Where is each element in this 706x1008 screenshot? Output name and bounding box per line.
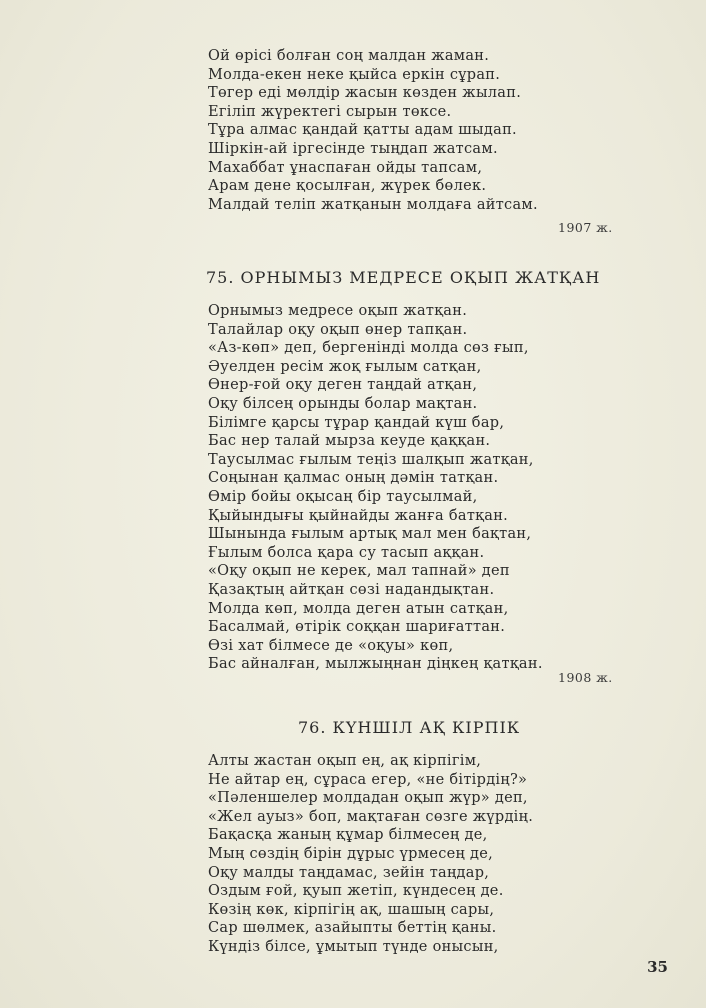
- poem-line: Білімге қарсы тұрар қандай күш бар,: [208, 414, 505, 431]
- poem-date: 1908 ж.: [558, 670, 613, 685]
- poem-line: Көзің көк, кірпігің ақ, шашың сары,: [208, 901, 495, 918]
- poem-line: Бас айналған, мылжыңнан діңкең қатқан.: [208, 656, 543, 673]
- poem-line: Ой өрісі болған соң малдан жаман.: [208, 48, 490, 64]
- poem-76: [208, 752, 628, 957]
- page-number: 35: [647, 958, 668, 976]
- poem-line: «Оқу оқып не керек, мал тапнай» деп: [208, 563, 510, 580]
- poem-line: Қазақтың айтқан сөзі надандықтан.: [208, 581, 495, 598]
- poem-line: Егіліп жүректегі сырын төксе.: [208, 103, 452, 120]
- poem-title: 75. ОРНЫМЫЗ МЕДРЕСЕ ОҚЫП ЖАТҚАН: [206, 268, 601, 287]
- poem-line: «Аз-көп» деп, бергенінді молда сөз ғып,: [208, 340, 529, 357]
- poem-line: Махаббат ұнаспаған ойды тапсам,: [208, 159, 483, 176]
- poem-line: Күндіз білсе, ұмытып түнде оныcын,: [208, 938, 499, 955]
- poem-line: Алты жастан оқып ең, ақ кірпігім,: [208, 753, 482, 769]
- poem-line: Ғылым болса қара су тасып аққан.: [208, 544, 485, 561]
- poem-line: Не айтар ең, сұраса егер, «не бітірдің?»: [208, 771, 528, 788]
- poem-line: Басалмай, өтірік соққан шариғаттан.: [208, 619, 506, 636]
- poem-line: Таусылмас ғылым теңіз шалқып жатқан,: [208, 451, 534, 468]
- poem-line: Арам дене қосылған, жүрек бөлек.: [208, 178, 487, 195]
- poem-line: Соңынан қалмас оның дәмін татқан.: [208, 470, 499, 487]
- poem-line: Өмір бойы оқысаң бір таусылмай,: [208, 488, 478, 505]
- poem-line: Оқу білсең орынды болар мақтан.: [208, 395, 478, 412]
- poem-line: Бас нер талай мырза кеуде қаққан.: [208, 433, 491, 450]
- poem-line: Оқу малды таңдамас, зейін таңдар,: [208, 864, 490, 881]
- poem-line: Өнер-ғой оқу деген таңдай атқан,: [208, 377, 478, 394]
- poem-date: 1907 ж.: [558, 220, 613, 235]
- poem-line: Молда-екен неке қыйса еркін сұрап.: [208, 66, 501, 83]
- poem-line: Орнымыз медресе оқып жатқан.: [208, 303, 468, 319]
- poem-line: Сар шөлмек, азайыпты беттің қаны.: [208, 920, 497, 937]
- poem-75: [208, 302, 628, 674]
- poem-line: Тұра алмас қандай қатты адам шыдап.: [208, 122, 517, 139]
- poem-74-ending: [208, 47, 628, 214]
- poem-line: Шынында ғылым артық мал мен бақтан,: [208, 526, 532, 543]
- poem-line: Өзі хат білмесе де «оқуы» көп,: [208, 637, 454, 654]
- poem-title: 76. КҮНШІЛ АҚ КІРПІК: [298, 718, 521, 737]
- poem-line: Әуелден ресім жоқ ғылым сатқан,: [208, 358, 482, 375]
- poem-line: Мың сөздің бірін дұрыс үрмесең де,: [208, 845, 494, 862]
- poem-line: Оздым ғой, қуып жетіп, күндесең де.: [208, 883, 504, 900]
- poem-line: «Жел ауыз» боп, мақтаған сөзге жүрдің.: [208, 808, 534, 825]
- poem-line: «Пәленшелер молдадан оқып жүр» деп,: [208, 790, 528, 807]
- poem-line: Талайлар оқу оқып өнер тапқан.: [208, 321, 468, 338]
- poem-line: Малдай теліп жатқанын молдаға айтсам.: [208, 196, 538, 213]
- poem-line: Бақасқа жаның құмар білмесең де,: [208, 827, 488, 844]
- poem-line: Қыйындығы қыйнайды жанға батқан.: [208, 507, 509, 524]
- poem-line: Шіркін-ай іргесінде тыңдап жатсам.: [208, 140, 498, 157]
- poem-line: Төгер еді мөлдір жасын көзден жылап.: [208, 85, 522, 102]
- poem-line: Молда көп, молда деген атын сатқан,: [208, 600, 509, 617]
